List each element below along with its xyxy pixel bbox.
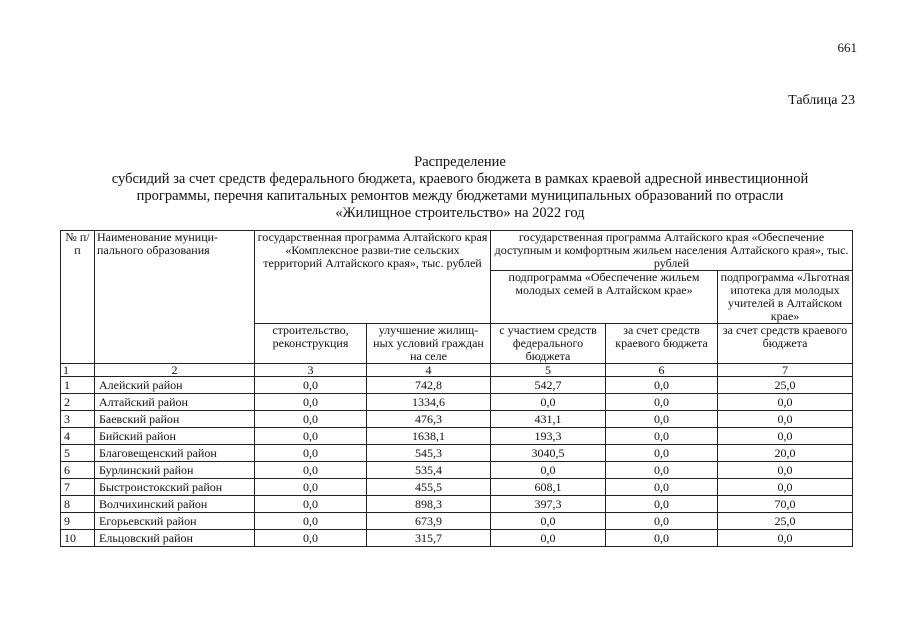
value-federal-young-families: 542,7 <box>491 377 606 394</box>
municipality-name: Бурлинский район <box>95 462 255 479</box>
value-rural-housing: 455,5 <box>367 479 491 496</box>
heading-line: «Жилищное строительство» на 2022 год <box>335 205 585 221</box>
value-construction: 0,0 <box>255 479 367 496</box>
column-number: 1 <box>61 364 95 377</box>
value-federal-young-families: 3040,5 <box>491 445 606 462</box>
column-number: 3 <box>255 364 367 377</box>
row-number: 5 <box>61 445 95 462</box>
value-teachers-mortgage: 25,0 <box>718 513 853 530</box>
value-rural-housing: 535,4 <box>367 462 491 479</box>
row-number: 4 <box>61 428 95 445</box>
table-row <box>61 411 853 428</box>
value-rural-housing: 673,9 <box>367 513 491 530</box>
value-regional-young-families: 0,0 <box>606 530 718 547</box>
table-row <box>61 394 853 411</box>
value-teachers-mortgage: 0,0 <box>718 394 853 411</box>
value-regional-young-families: 0,0 <box>606 445 718 462</box>
row-number: 3 <box>61 411 95 428</box>
municipality-name: Быстроистокский район <box>95 479 255 496</box>
column-number: 5 <box>491 364 606 377</box>
value-teachers-mortgage: 0,0 <box>718 411 853 428</box>
header-number: № п/п <box>61 231 95 364</box>
value-federal-young-families: 397,3 <box>491 496 606 513</box>
value-rural-housing: 742,8 <box>367 377 491 394</box>
heading-line: Распределение <box>414 154 506 170</box>
value-teachers-mortgage: 0,0 <box>718 530 853 547</box>
column-number: 2 <box>95 364 255 377</box>
table-row <box>61 377 853 394</box>
value-rural-housing: 476,3 <box>367 411 491 428</box>
table-row <box>61 496 853 513</box>
header-col4: улучшение жилищ-ных условий граждан на селе <box>367 324 491 364</box>
value-regional-young-families: 0,0 <box>606 428 718 445</box>
column-number: 6 <box>606 364 718 377</box>
municipality-name: Егорьевский район <box>95 513 255 530</box>
municipality-name: Благовещенский район <box>95 445 255 462</box>
value-construction: 0,0 <box>255 496 367 513</box>
value-rural-housing: 315,7 <box>367 530 491 547</box>
value-regional-young-families: 0,0 <box>606 411 718 428</box>
row-number: 8 <box>61 496 95 513</box>
value-construction: 0,0 <box>255 428 367 445</box>
header-name: Наименование муници-пального образования <box>95 231 255 364</box>
value-rural-housing: 1638,1 <box>367 428 491 445</box>
value-federal-young-families: 0,0 <box>491 530 606 547</box>
value-regional-young-families: 0,0 <box>606 513 718 530</box>
row-number: 2 <box>61 394 95 411</box>
header-col6: за счет средств краевого бюджета <box>606 324 718 364</box>
municipality-name: Ельцовский район <box>95 530 255 547</box>
header-group-affordable-housing: государственная программа Алтайского края «Обеспечение доступным и комфортным жильем населения Алтайского края», тыс. рублей <box>491 231 853 271</box>
column-number: 4 <box>367 364 491 377</box>
value-federal-young-families: 0,0 <box>491 513 606 530</box>
value-regional-young-families: 0,0 <box>606 394 718 411</box>
header-col3: строительство, реконструкция <box>255 324 367 364</box>
heading-line: программы, перечня капитальных ремонтов между бюджетами муниципальных образований по отрасли <box>136 188 784 204</box>
column-number: 7 <box>718 364 853 377</box>
column-number-row <box>61 364 853 377</box>
row-number: 10 <box>61 530 95 547</box>
value-federal-young-families: 0,0 <box>491 394 606 411</box>
distribution-table <box>60 230 853 547</box>
heading-line: субсидий за счет средств федерального бюджета, краевого бюджета в рамках краевой адресной инвестиционной <box>111 171 809 187</box>
municipality-name: Баевский район <box>95 411 255 428</box>
value-construction: 0,0 <box>255 530 367 547</box>
value-teachers-mortgage: 20,0 <box>718 445 853 462</box>
table-body <box>61 377 853 547</box>
value-teachers-mortgage: 70,0 <box>718 496 853 513</box>
value-federal-young-families: 431,1 <box>491 411 606 428</box>
value-regional-young-families: 0,0 <box>606 377 718 394</box>
row-number: 7 <box>61 479 95 496</box>
header-subprogram-teachers-mortgage: подпрограмма «Льготная ипотека для молодых учителей в Алтайском крае» <box>718 271 853 324</box>
value-teachers-mortgage: 25,0 <box>718 377 853 394</box>
value-regional-young-families: 0,0 <box>606 462 718 479</box>
municipality-name: Алтайский район <box>95 394 255 411</box>
header-col7: за счет средств краевого бюджета <box>718 324 853 364</box>
municipality-name: Алейский район <box>95 377 255 394</box>
value-rural-housing: 898,3 <box>367 496 491 513</box>
value-teachers-mortgage: 0,0 <box>718 462 853 479</box>
value-construction: 0,0 <box>255 394 367 411</box>
value-construction: 0,0 <box>255 445 367 462</box>
table-row <box>61 513 853 530</box>
row-number: 1 <box>61 377 95 394</box>
value-construction: 0,0 <box>255 411 367 428</box>
value-teachers-mortgage: 0,0 <box>718 479 853 496</box>
value-regional-young-families: 0,0 <box>606 496 718 513</box>
document-heading <box>60 154 860 222</box>
table-row <box>61 462 853 479</box>
table-row <box>61 479 853 496</box>
municipality-name: Бийский район <box>95 428 255 445</box>
value-federal-young-families: 193,3 <box>491 428 606 445</box>
table-row <box>61 530 853 547</box>
value-rural-housing: 1334,6 <box>367 394 491 411</box>
value-rural-housing: 545,3 <box>367 445 491 462</box>
value-federal-young-families: 0,0 <box>491 462 606 479</box>
value-regional-young-families: 0,0 <box>606 479 718 496</box>
value-construction: 0,0 <box>255 377 367 394</box>
table-label: Таблица 23 <box>788 93 855 108</box>
value-construction: 0,0 <box>255 513 367 530</box>
table-row <box>61 445 853 462</box>
table-row <box>61 428 853 445</box>
row-number: 9 <box>61 513 95 530</box>
value-federal-young-families: 608,1 <box>491 479 606 496</box>
header-group-rural-development: государственная программа Алтайского края «Комплексное разви-тие сельских территорий Алтайского края», тыс. рублей <box>255 231 491 324</box>
municipality-name: Волчихинский район <box>95 496 255 513</box>
value-teachers-mortgage: 0,0 <box>718 428 853 445</box>
value-construction: 0,0 <box>255 462 367 479</box>
row-number: 6 <box>61 462 95 479</box>
header-col5: с участием средств федерального бюджета <box>491 324 606 364</box>
page-number: 661 <box>837 40 857 55</box>
header-subprogram-young-families: подпрограмма «Обеспечение жильем молодых семей в Алтайском крае» <box>491 271 718 324</box>
